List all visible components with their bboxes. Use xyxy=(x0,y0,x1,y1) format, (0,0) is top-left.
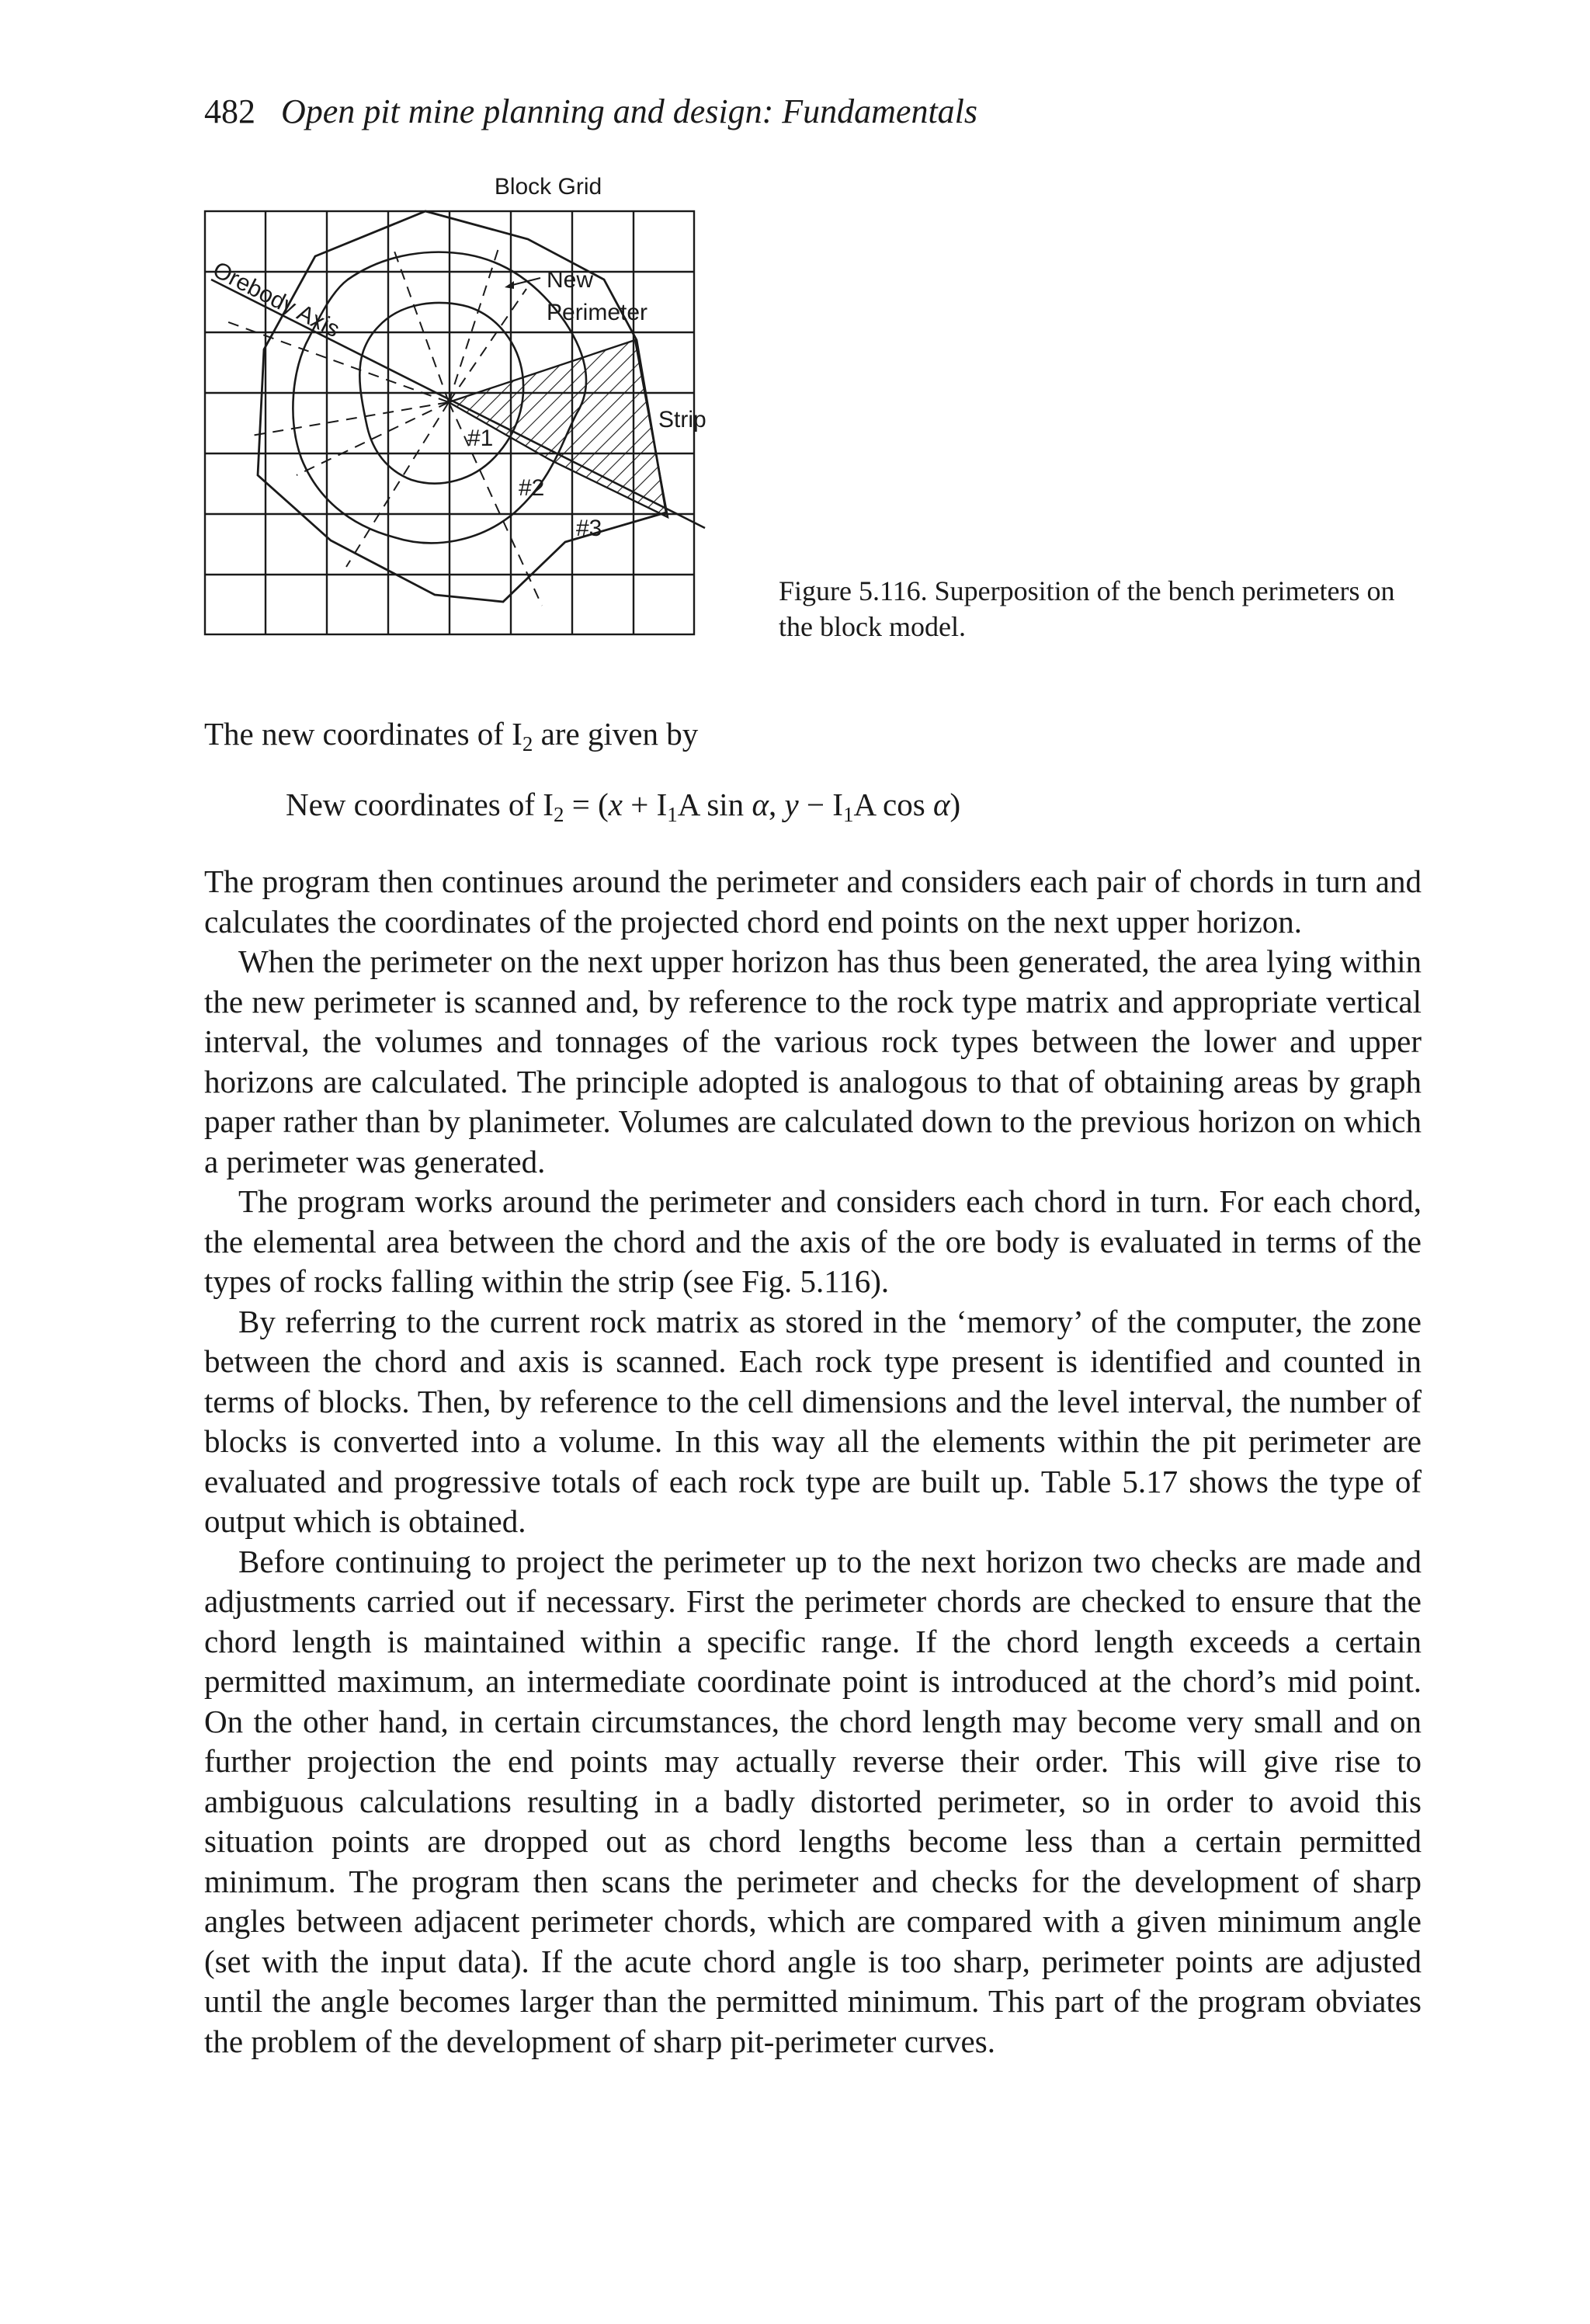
page-number: 482 xyxy=(204,92,255,130)
body-paragraphs xyxy=(204,862,1422,2062)
label-marker-2: #2 xyxy=(519,475,545,501)
label-strip: Strip xyxy=(658,407,706,432)
label-marker-1: #1 xyxy=(467,426,494,451)
coordinate-equation: New coordinates of $I_2 = (x + I_1A$ sin α, $y - I_1A$ cos α) xyxy=(286,787,961,826)
paragraph: The program then continues around the perimeter and considers each pair of chords in turn and calculates the coordinates of the projected chord end points on the next upper horizon. xyxy=(204,863,1422,940)
paragraph: Before continuing to project the perimeter up to the next horizon two checks are made and adjustments carried out if necessary. First the perimeter chords are checked to ensure that the chord length is maintained within a specific range. If the chord length exceeds a certain permitted maximum, an intermediate coordinate point is introduced at the chord’s mid point. On the other hand, in certain circumstances, the chord length may become very small and on further projection the end points may actually reverse their order. This will give rise to ambiguous calculations resulting in a badly distorted perimeter, so in order to avoid this situation points are dropped out as chord lengths become less than a certain permitted minimum. The program then scans the perimeter and checks for the development of sharp angles between adjacent perimeter chords, which are compared with a given minimum angle (set with the input data). If the acute chord angle is too sharp, perimeter points are adjusted until the angle becomes larger than the permitted minimum. This part of the program obviates the problem of the development of sharp pit-perimeter curves. xyxy=(204,1543,1422,2059)
figure-caption: Figure 5.116. Superposition of the bench perimeters on the block model. xyxy=(779,575,1395,642)
paragraph: By referring to the current rock matrix as stored in the ‘memory’ of the computer, the zone between the chord and axis is scanned. Each rock type present is identified and counted in terms of blocks. Then, by reference to the cell dimensions and the level interval, the number of blocks is converted into a volume. In this way all the elements within the pit perimeter are evaluated and progressive totals of each rock type are built up. Table 5.17 shows the type of output which is obtained. xyxy=(204,1303,1422,1539)
running-header xyxy=(204,92,977,131)
paragraph: The program works around the perimeter and considers each chord in turn. For each chord, the elemental area between the chord and the axis of the ore body is evaluated in terms of the types of rocks falling within the strip (see Fig. 5.116). xyxy=(204,1183,1422,1299)
label-orebody-axis: Orebody Axis xyxy=(208,256,344,343)
label-marker-3: #3 xyxy=(576,516,602,541)
lead-sentence: The new coordinates of $I_2$ are given by xyxy=(204,716,699,756)
paragraph: When the perimeter on the next upper horizon has thus been generated, the area lying within the new perimeter is scanned and, by reference to the rock type matrix and appropriate vertical interval, the volumes and tonnages of the various rock types between the lower and upper horizons are calculated. The principle adopted is analogous to that of obtaining areas by graph paper rather than by planimeter. Volumes are calculated down to the previous horizon on which a perimeter was generated. xyxy=(204,943,1422,1179)
new-perimeter-arrowhead xyxy=(505,281,514,289)
block-grid-figure xyxy=(200,171,736,652)
running-title: Open pit mine planning and design: Fundamentals xyxy=(281,92,978,130)
label-block-grid: Block Grid xyxy=(494,174,602,200)
label-new: New xyxy=(547,267,594,293)
label-perimeter: Perimeter xyxy=(547,300,648,325)
